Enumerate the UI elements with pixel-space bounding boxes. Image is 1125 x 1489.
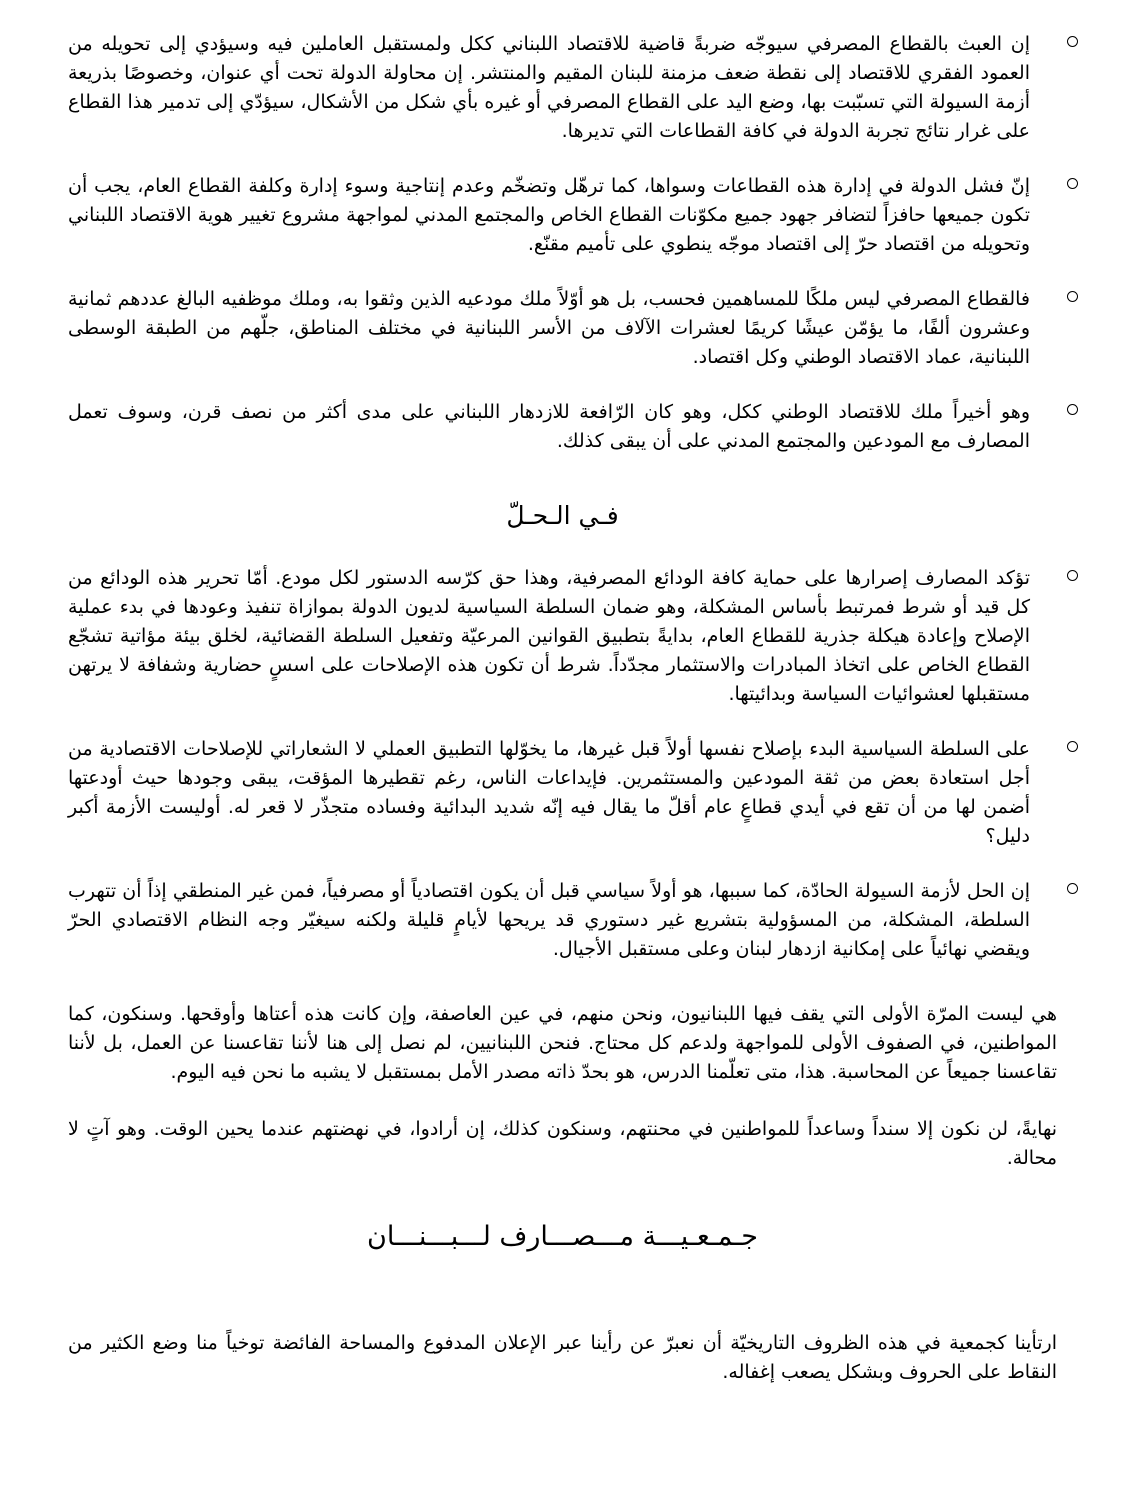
- hollow-circle-bullet-icon: [1067, 291, 1078, 302]
- document-page: [0, 30, 1125, 1480]
- hollow-circle-bullet-icon: [1067, 404, 1078, 415]
- bullet-item: [68, 564, 1030, 709]
- section-heading-solution: فـي الـحـلّ: [506, 501, 619, 530]
- closing-paragraph: نهايةً، لن نكون إلا سنداً وساعداً للمواطنين في محنتهم، وسنكون كذلك، إن أرادوا، في نهضتهم عندما يحين الوقت. وهو آتٍ لا محالة.: [68, 1118, 1057, 1169]
- bullet-item: [68, 285, 1030, 372]
- bullet-item: [68, 735, 1030, 851]
- bullet-text: إن العبث بالقطاع المصرفي سيوجّه ضربةً قاضية للاقتصاد اللبناني ككل ولمستقبل العاملين فيه وسيؤدي إلى تحويله من العمود الفقري للاقتصاد إلى نقطة ضعف مزمنة للبنان المقيم والمنتشر. إن محاولة الدولة تحت أي عنوان، وخصوصًا بذريعة أزمة السيولة التي تسبّبت بها، وضع اليد على القطاع المصرفي أو غيره بأي شكل من الأشكال، سيؤدّي إلى تدمير هذا القطاع على غرار نتائج تجربة الدولة في كافة القطاعات التي تديرها.: [68, 33, 1030, 142]
- bullet-list-solution: [0, 564, 1125, 964]
- hollow-circle-bullet-icon: [1067, 570, 1078, 581]
- bullet-item: [68, 30, 1030, 146]
- hollow-circle-bullet-icon: [1067, 741, 1078, 752]
- bullet-text: وهو أخيراً ملك للاقتصاد الوطني ككل، وهو كان الرّافعة للازدهار اللبناني على مدى أكثر من نصف قرن، وسوف تعمل المصارف مع المودعين والمجتمع المدني على أن يبقى كذلك.: [68, 401, 1030, 452]
- bullet-text: تؤكد المصارف إصرارها على حماية كافة الودائع المصرفية، وهذا حق كرّسه الدستور لكل مودع. أمّا تحرير هذه الودائع من كل قيد أو شرط فمرتبط بأساس المشكلة، وهو ضمان السلطة السياسية لديون الدولة بموازاة تنفيذ وعودها في بدء عملية الإصلاح وإعادة هيكلة جذرية للقطاع العام، بدايةً بتطبيق القوانين المرعيّة وتفعيل السلطة القضائية، لخلق بيئة مؤاتية تشجّع القطاع الخاص على اتخاذ المبادرات والاستثمار مجدّداً. شرط أن تكون هذه الإصلاحات على اسسٍ حضارية وشفافة لا يرتهن مستقبلها لعشوائيات السياسة وبدائيتها.: [68, 567, 1030, 705]
- hollow-circle-bullet-icon: [1067, 883, 1078, 894]
- closing-paragraph: هي ليست المرّة الأولى التي يقف فيها اللبنانيون، ونحن منهم، في عين العاصفة، وإن كانت هذه أعتاها وأوقحها. وسنكون، كما المواطنين، في الصفوف الأولى للمواجهة ولدعم كل محتاج. فنحن اللبنانيين، لم نصل إلى هنا لأننا تقاعسنا عن العمل، بل لأننا تقاعسنا جميعاً عن المحاسبة. هذا، متى تعلّمنا الدرس، هو بحدّ ذاته مصدر الأمل بمستقبل لا يشبه ما نحن فيه اليوم.: [68, 1003, 1057, 1083]
- bullet-text: على السلطة السياسية البدء بإصلاح نفسها أولاً قبل غيرها، ما يخوّلها التطبيق العملي لا الشعاراتي للإصلاحات الاقتصادية من أجل استعادة بعض من ثقة المودعين والمستثمرين. فإيداعات الناس، رغم تقطيرها المؤقت، يبقى وجودها حيث أودعتها أضمن لها من أن تقع في أيدي قطاعٍ عام أقلّ ما يقال فيه إنّه شديد البدائية وفساده متجذّر لا قعر له. أوليست الأزمة أكبر دليل؟: [68, 738, 1030, 847]
- hollow-circle-bullet-icon: [1067, 178, 1078, 189]
- footnote-paragraph: ارتأينا كجمعية في هذه الظروف التاريخيّة أن نعبرّ عن رأينا عبر الإعلان المدفوع والمساحة الفائضة توخياً منا وضع الكثير من النقاط على الحروف وبشكل يصعب إغفاله.: [68, 1332, 1057, 1383]
- bullet-text: فالقطاع المصرفي ليس ملكًا للمساهمين فحسب، بل هو أوّلاً ملك مودعيه الذين وثقوا به، وملك موظفيه البالغ عددهم ثمانية وعشرون ألفًا، ما يؤمّن عيشًا كريمًا لعشرات الآلاف من الأسر اللبنانية في مختلف المناطق، جلّهم من الطبقة الوسطى اللبنانية، عماد الاقتصاد الوطني وكل اقتصاد.: [68, 288, 1030, 368]
- hollow-circle-bullet-icon: [1067, 36, 1078, 47]
- bullet-item: [68, 172, 1030, 259]
- bullet-item: [68, 398, 1030, 456]
- bullet-text: إن الحل لأزمة السيولة الحادّة، كما سببها، هو أولاً سياسي قبل أن يكون اقتصادياً أو مصرفياً، فمن غير المنطقي إذاً أن تتهرب السلطة، المشكلة، من المسؤولية بتشريع غير دستوري قد يريحها لأيامٍ قليلة ولكنه سيغيّر وجه النظام الاقتصادي الحرّ ويقضي نهائياً على إمكانية ازدهار لبنان وعلى مستقبل الأجيال.: [68, 880, 1030, 960]
- signature-association: جـمـعـيـــة مـــصـــارف لـــبـــنـــان: [367, 1221, 758, 1252]
- bullet-list-intro: [0, 30, 1125, 456]
- bullet-text: إنّ فشل الدولة في إدارة هذه القطاعات وسواها، كما ترهّل وتضخّم وعدم إنتاجية وسوء إدارة وكلفة القطاع العام، يجب أن تكون جميعها حافزاً لتضافر جهود جميع مكوّنات القطاع الخاص والمجتمع المدني لمواجهة مشروع تغيير هوية الاقتصاد اللبناني وتحويله من اقتصاد حرّ إلى اقتصاد موجّه ينطوي على تأميم مقنّع.: [68, 175, 1030, 255]
- bullet-item: [68, 877, 1030, 964]
